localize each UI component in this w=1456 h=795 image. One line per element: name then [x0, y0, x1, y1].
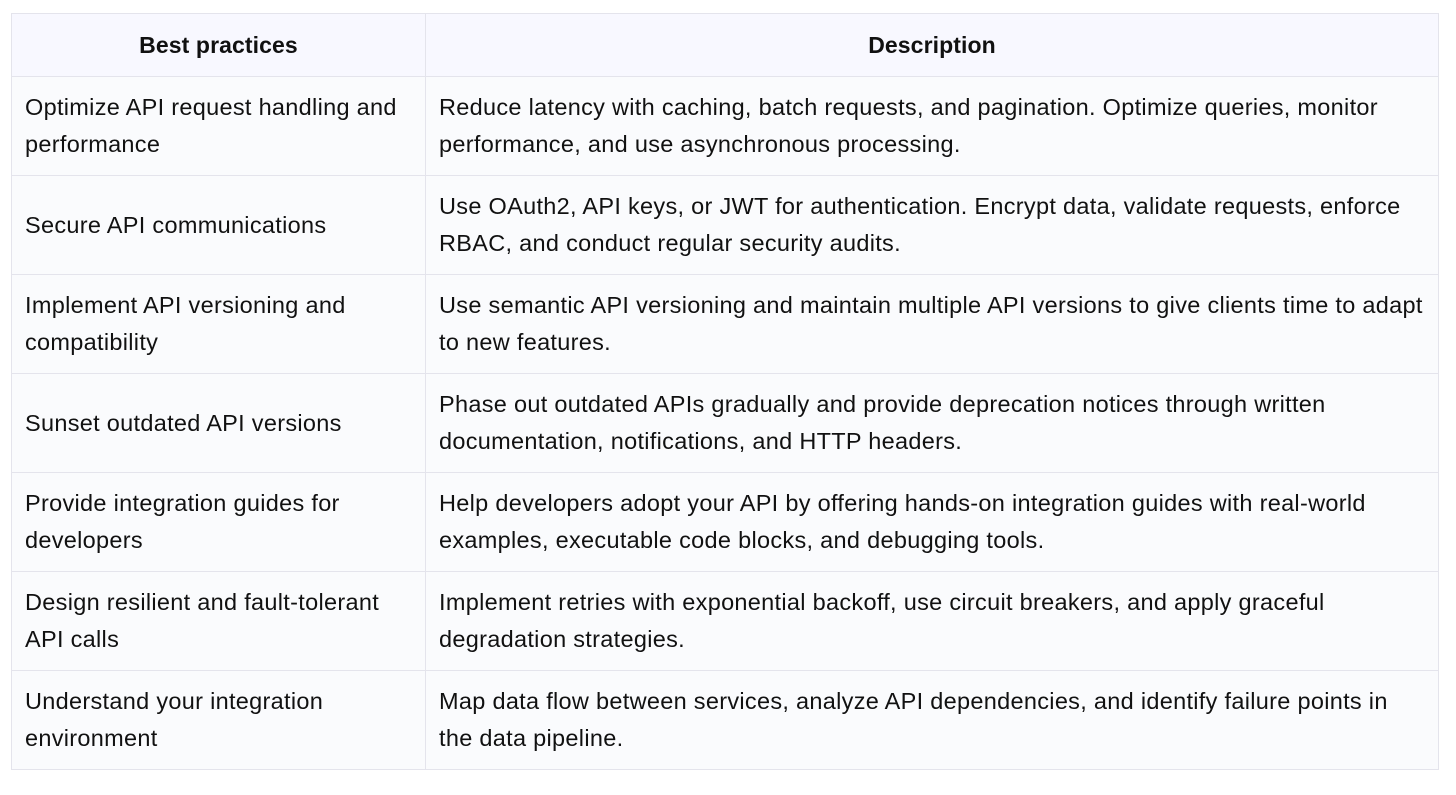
practice-cell: Secure API communications	[12, 176, 426, 275]
practice-cell: Provide integration guides for developers	[12, 473, 426, 572]
header-description: Description	[426, 14, 1439, 77]
practice-cell: Sunset outdated API versions	[12, 374, 426, 473]
practice-cell: Understand your integration environment	[12, 671, 426, 770]
header-best-practices: Best practices	[12, 14, 426, 77]
table-header-row	[12, 14, 1439, 77]
description-cell: Map data flow between services, analyze API dependencies, and identify failure points in the data pipeline.	[426, 671, 1439, 770]
description-cell: Use semantic API versioning and maintain multiple API versions to give clients time to adapt to new features.	[426, 275, 1439, 374]
table-row	[12, 275, 1439, 374]
table-row	[12, 374, 1439, 473]
table-row	[12, 572, 1439, 671]
description-cell: Reduce latency with caching, batch requests, and pagination. Optimize queries, monitor performance, and use asynchronous processing.	[426, 77, 1439, 176]
table-row	[12, 176, 1439, 275]
best-practices-table-container	[11, 13, 1438, 770]
description-cell: Phase out outdated APIs gradually and provide deprecation notices through written documentation, notifications, and HTTP headers.	[426, 374, 1439, 473]
practice-cell: Implement API versioning and compatibility	[12, 275, 426, 374]
table-row	[12, 77, 1439, 176]
description-cell: Use OAuth2, API keys, or JWT for authentication. Encrypt data, validate requests, enforce RBAC, and conduct regular security audits.	[426, 176, 1439, 275]
table-row	[12, 671, 1439, 770]
description-cell: Help developers adopt your API by offering hands-on integration guides with real-world examples, executable code blocks, and debugging tools.	[426, 473, 1439, 572]
practice-cell: Design resilient and fault-tolerant API calls	[12, 572, 426, 671]
best-practices-table	[11, 13, 1439, 770]
table-row	[12, 473, 1439, 572]
practice-cell: Optimize API request handling and performance	[12, 77, 426, 176]
description-cell: Implement retries with exponential backoff, use circuit breakers, and apply graceful degradation strategies.	[426, 572, 1439, 671]
